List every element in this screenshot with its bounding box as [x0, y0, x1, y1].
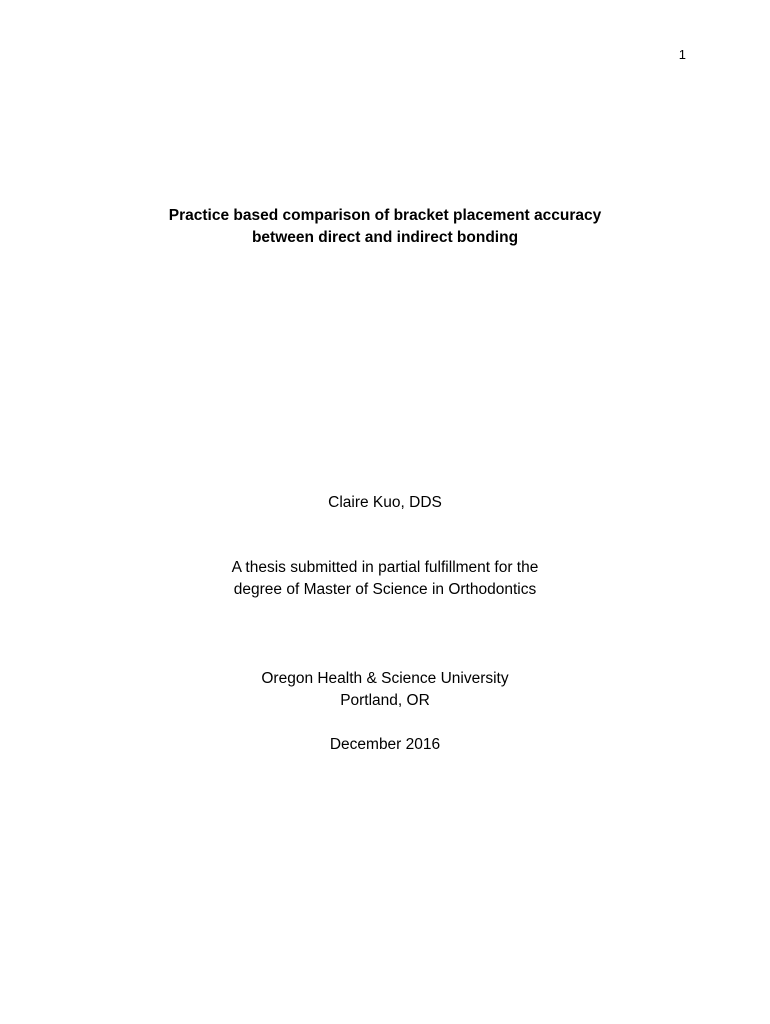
thesis-statement: [0, 557, 770, 601]
thesis-title: [0, 205, 770, 249]
title-line-1: Practice based comparison of bracket placement accuracy: [168, 207, 602, 224]
title-line-2: between direct and indirect bonding: [251, 229, 519, 246]
institution-block: [0, 668, 770, 712]
author-name: Claire Kuo, DDS: [328, 494, 442, 511]
statement-line-2: degree of Master of Science in Orthodontics: [233, 581, 537, 598]
statement-line-1: A thesis submitted in partial fulfillment for the: [231, 559, 539, 576]
page-number: 1: [678, 47, 686, 62]
institution-location: Portland, OR: [340, 692, 430, 709]
institution-name: Oregon Health & Science University: [261, 670, 509, 687]
submission-date: December 2016: [329, 736, 441, 753]
